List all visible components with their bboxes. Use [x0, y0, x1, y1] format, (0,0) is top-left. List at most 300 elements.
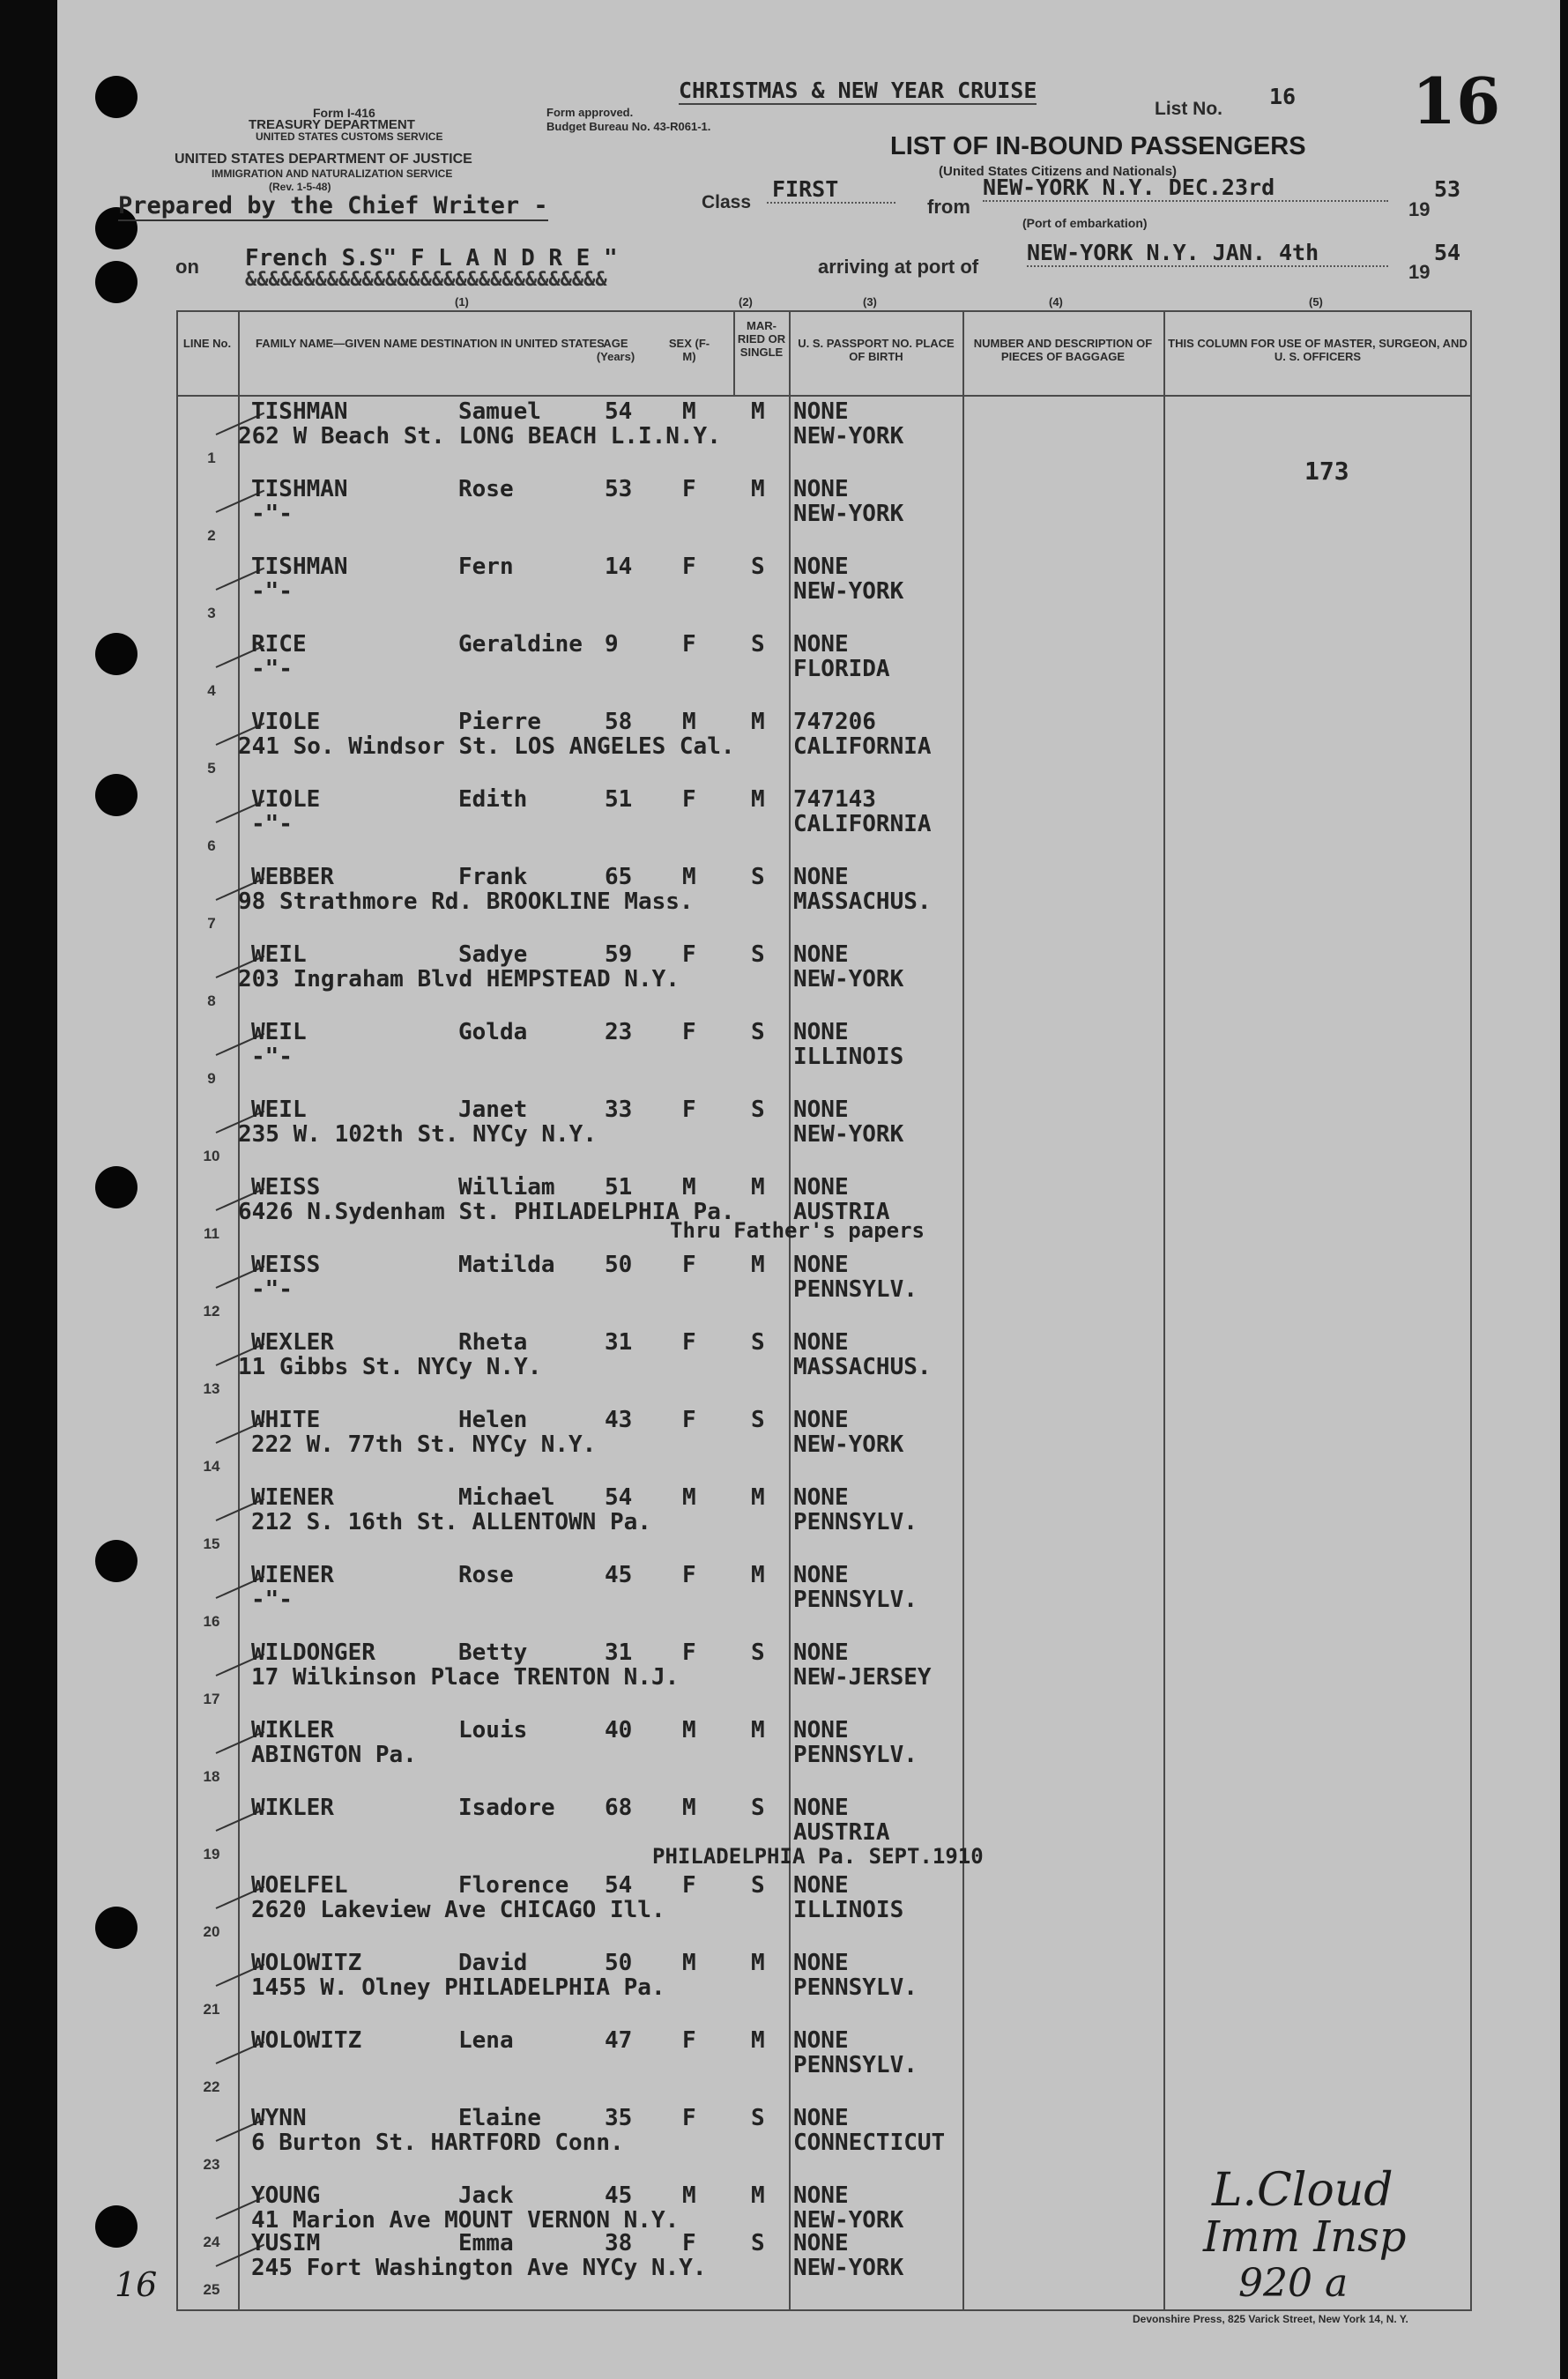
birthplace: PENNSYLV.	[793, 1276, 918, 1303]
punch-hole	[95, 261, 137, 303]
address: ABINGTON Pa.	[251, 1742, 417, 1768]
age: 50	[605, 1252, 633, 1278]
passport: NONE	[793, 2182, 849, 2209]
service: UNITED STATES CUSTOMS SERVICE	[256, 130, 443, 143]
age: 33	[605, 1097, 633, 1123]
age: 54	[605, 398, 633, 425]
address: 6 Burton St. HARTFORD Conn.	[251, 2130, 624, 2156]
surname: WIKLER	[251, 1795, 334, 1821]
birthplace: AUSTRIA	[793, 1199, 890, 1225]
marital: M	[751, 2182, 765, 2209]
table-row	[176, 1019, 1472, 1097]
table-row	[176, 1639, 1472, 1717]
surname: WIENER	[251, 1484, 334, 1511]
surname: WOELFEL	[251, 1872, 348, 1899]
class-label: Class	[702, 192, 752, 212]
age: 47	[605, 2027, 633, 2054]
passport: NONE	[793, 1407, 849, 1433]
list-subtitle: (United States Citizens and Nationals)	[939, 164, 1178, 179]
address: -"-	[251, 656, 293, 682]
sex: F	[682, 1252, 696, 1278]
marital: S	[751, 1407, 765, 1433]
address: 203 Ingraham Blvd HEMPSTEAD N.Y.	[238, 966, 680, 992]
address: 262 W Beach St. LONG BEACH L.I.N.Y.	[238, 423, 721, 450]
marital: M	[751, 1562, 765, 1588]
arriving-label: arriving at port of	[818, 256, 979, 278]
vessel-name: French S.S" F L A N D R E "	[245, 245, 618, 271]
marital: S	[751, 864, 765, 890]
marital: M	[751, 1252, 765, 1278]
birthplace: PENNSYLV.	[793, 2052, 918, 2078]
sex: F	[682, 1562, 696, 1588]
address: -"-	[251, 1276, 293, 1303]
passport: NONE	[793, 1019, 849, 1045]
passport: NONE	[793, 1639, 849, 1666]
passport: NONE	[793, 1097, 849, 1123]
header-family-name: FAMILY NAME—GIVEN NAME DESTINATION IN UNITED STATES	[256, 337, 605, 350]
printer-credit: Devonshire Press, 825 Varick Street, New York 14, N. Y.	[1133, 2313, 1408, 2325]
passport: 747143	[793, 786, 876, 813]
age: 51	[605, 786, 633, 813]
line-number: 23	[203, 2156, 220, 2173]
table-row	[176, 1795, 1472, 1872]
passport: NONE	[793, 1484, 849, 1511]
page-number-stamp: 16	[1412, 63, 1501, 138]
surname: WIKLER	[251, 1717, 334, 1743]
line-number: 20	[203, 1923, 220, 1940]
birthplace: CALIFORNIA	[793, 811, 932, 837]
marital: M	[751, 1174, 765, 1201]
col-num: (3)	[863, 295, 877, 309]
marital: M	[751, 2027, 765, 2054]
punch-hole	[95, 1540, 137, 1582]
table-row	[176, 709, 1472, 786]
marital: M	[751, 1950, 765, 1976]
sex: M	[682, 1484, 696, 1511]
age: 59	[605, 941, 633, 968]
surname: WEBBER	[251, 864, 334, 890]
age: 53	[605, 476, 633, 502]
birthplace: ILLINOIS	[793, 1897, 904, 1923]
list-label: List No.	[1155, 99, 1222, 119]
header-bottom-border	[176, 395, 1472, 397]
surname: WOLOWITZ	[251, 1950, 362, 1976]
age: 23	[605, 1019, 633, 1045]
address: 41 Marion Ave MOUNT VERNON N.Y.	[251, 2207, 680, 2234]
address: 98 Strathmore Rd. BROOKLINE Mass.	[238, 888, 694, 915]
passport: NONE	[793, 864, 849, 890]
address: 235 W. 102th St. NYCy N.Y.	[238, 1121, 597, 1148]
birthplace: NEW-YORK	[793, 966, 904, 992]
passport: NONE	[793, 1717, 849, 1743]
prepared-by: Prepared by the Chief Writer -	[118, 192, 548, 219]
address: 1455 W. Olney PHILADELPHIA Pa.	[251, 1974, 665, 2001]
sex: F	[682, 786, 696, 813]
surname: WEXLER	[251, 1329, 334, 1356]
given-name: Betty	[458, 1639, 528, 1666]
on-label: on	[175, 256, 199, 278]
surname: WIENER	[251, 1562, 334, 1588]
surname: TISHMAN	[251, 476, 348, 502]
line-number: 22	[203, 2078, 220, 2095]
table-row	[176, 554, 1472, 631]
surname: WEISS	[251, 1174, 321, 1201]
header-officers: THIS COLUMN FOR USE OF MASTER, SURGEON, AND U. S. OFFICERS	[1168, 337, 1468, 363]
punch-hole	[95, 76, 137, 118]
marital: S	[751, 1097, 765, 1123]
birthplace: NEW-YORK	[793, 2207, 904, 2234]
sex: F	[682, 941, 696, 968]
table-row	[176, 1717, 1472, 1795]
sex: M	[682, 1795, 696, 1821]
budget-bureau: Budget Bureau No. 43-R061-1.	[546, 120, 711, 133]
birthplace: CONNECTICUT	[793, 2130, 946, 2156]
line-number: 7	[207, 915, 216, 932]
age: 65	[605, 864, 633, 890]
marital: S	[751, 1639, 765, 1666]
passport: NONE	[793, 1950, 849, 1976]
address: 222 W. 77th St. NYCy N.Y.	[251, 1431, 597, 1458]
surname: WYNN	[251, 2105, 307, 2131]
sex: F	[682, 1639, 696, 1666]
inspection-time: 920 a	[1238, 2261, 1349, 2306]
annotation-173: 173	[1304, 457, 1349, 486]
given-name: Pierre	[458, 709, 541, 735]
sex: M	[682, 2182, 696, 2209]
line-number: 9	[207, 1070, 216, 1087]
line-number: 2	[207, 527, 216, 544]
address: 245 Fort Washington Ave NYCy N.Y.	[251, 2255, 707, 2281]
passport: NONE	[793, 2230, 849, 2256]
table-row	[176, 1407, 1472, 1484]
line-number: 11	[204, 1225, 219, 1242]
surname: WILDONGER	[251, 1639, 375, 1666]
table-row	[176, 786, 1472, 864]
passport: NONE	[793, 1329, 849, 1356]
passport: NONE	[793, 2027, 849, 2054]
cruise-title: CHRISTMAS & NEW YEAR CRUISE	[679, 78, 1037, 103]
vessel-strikeout: &&&&&&&&&&&&&&&&&&&&&&&&&&&&&&&	[245, 269, 607, 291]
address: 11 Gibbs St. NYCy N.Y.	[238, 1354, 542, 1380]
note: Thru Father's papers	[670, 1218, 925, 1243]
year-suffix-1: 53	[1434, 176, 1461, 202]
marital: M	[751, 786, 765, 813]
line-number: 1	[207, 450, 216, 466]
header-married: MAR-RIED OR SINGLE	[737, 319, 786, 359]
table-row	[176, 1097, 1472, 1174]
birthplace: AUSTRIA	[793, 1819, 890, 1846]
address: 241 So. Windsor St. LOS ANGELES Cal.	[238, 733, 735, 760]
department: TREASURY DEPARTMENT	[249, 117, 415, 132]
surname: WHITE	[251, 1407, 321, 1433]
address: 17 Wilkinson Place TRENTON N.J.	[251, 1664, 680, 1691]
birthplace: NEW-YORK	[793, 1121, 904, 1148]
marital: M	[751, 1717, 765, 1743]
birthplace: NEW-JERSEY	[793, 1664, 932, 1691]
port-embarkation-label: (Port of embarkation)	[1022, 216, 1148, 230]
table-row	[176, 864, 1472, 941]
line-number: 18	[203, 1768, 220, 1785]
arriving-value: NEW-YORK N.Y. JAN. 4th	[1027, 240, 1388, 267]
age: 31	[605, 1639, 633, 1666]
surname: WOLOWITZ	[251, 2027, 362, 2054]
sex: F	[682, 1872, 696, 1899]
birthplace: NEW-YORK	[793, 2255, 904, 2281]
punch-hole	[95, 1907, 137, 1949]
passport: NONE	[793, 2105, 849, 2131]
address: -"-	[251, 811, 293, 837]
marital: S	[751, 1019, 765, 1045]
line-number: 17	[203, 1691, 220, 1707]
sex: F	[682, 476, 696, 502]
birthplace: CALIFORNIA	[793, 733, 932, 760]
address: 212 S. 16th St. ALLENTOWN Pa.	[251, 1509, 651, 1535]
birthplace: NEW-YORK	[793, 578, 904, 605]
ins: IMMIGRATION AND NATURALIZATION SERVICE	[212, 167, 453, 180]
given-name: Fern	[458, 554, 514, 580]
punch-hole	[95, 633, 137, 675]
age: 45	[605, 1562, 633, 1588]
justice-dept: UNITED STATES DEPARTMENT OF JUSTICE	[175, 152, 472, 167]
surname: WEIL	[251, 941, 307, 968]
table-row	[176, 1252, 1472, 1329]
sex: M	[682, 1717, 696, 1743]
surname: VIOLE	[251, 709, 321, 735]
table-top-border	[176, 310, 1472, 312]
given-name: Florence	[458, 1872, 569, 1899]
table-row	[176, 398, 1472, 476]
header-age: AGE (Years)	[596, 337, 635, 363]
address: -"-	[251, 578, 293, 605]
age: 54	[605, 1872, 633, 1899]
passport: NONE	[793, 1795, 849, 1821]
table-row	[176, 2027, 1472, 2105]
year-prefix-2: 19	[1408, 261, 1431, 283]
year-prefix-1: 19	[1408, 198, 1431, 220]
given-name: Geraldine	[458, 631, 583, 658]
header-sex: SEX (F-M)	[668, 337, 710, 363]
given-name: Emma	[458, 2230, 514, 2256]
header-passport: U. S. PASSPORT NO. PLACE OF BIRTH	[798, 337, 955, 363]
marital: M	[751, 476, 765, 502]
given-name: Golda	[458, 1019, 528, 1045]
age: 58	[605, 709, 633, 735]
surname: WEIL	[251, 1019, 307, 1045]
given-name: David	[458, 1950, 528, 1976]
age: 50	[605, 1950, 633, 1976]
sex: F	[682, 631, 696, 658]
col-num: (1)	[455, 295, 469, 309]
surname: RICE	[251, 631, 307, 658]
revision: (Rev. 1-5-48)	[269, 181, 331, 193]
sex: M	[682, 864, 696, 890]
sex: F	[682, 1019, 696, 1045]
col-num: (5)	[1309, 295, 1323, 309]
age: 40	[605, 1717, 633, 1743]
given-name: Janet	[458, 1097, 528, 1123]
inspector-title: Imm Insp	[1203, 2212, 1407, 2262]
given-name: Sadye	[458, 941, 528, 968]
passport: NONE	[793, 1872, 849, 1899]
age: 68	[605, 1795, 633, 1821]
punch-hole	[95, 774, 137, 816]
table-bottom-border	[176, 2309, 1472, 2311]
line-number: 6	[207, 837, 216, 854]
line-number: 12	[203, 1303, 220, 1320]
birthplace: NEW-YORK	[793, 501, 904, 527]
given-name: Isadore	[458, 1795, 555, 1821]
birthplace: PENNSYLV.	[793, 1742, 918, 1768]
given-name: Jack	[458, 2182, 514, 2209]
list-title: LIST OF IN-BOUND PASSENGERS	[890, 132, 1306, 160]
surname: WEISS	[251, 1252, 321, 1278]
surname: YOUNG	[251, 2182, 321, 2209]
given-name: Frank	[458, 864, 528, 890]
col-num: (4)	[1049, 295, 1063, 309]
age: 14	[605, 554, 633, 580]
table-row	[176, 1174, 1472, 1252]
sex: F	[682, 2027, 696, 2054]
marital: M	[751, 1484, 765, 1511]
table-row	[176, 1484, 1472, 1562]
birthplace: NEW-YORK	[793, 423, 904, 450]
birthplace: FLORIDA	[793, 656, 890, 682]
from-value: NEW-YORK N.Y. DEC.23rd	[983, 175, 1388, 202]
sex: M	[682, 709, 696, 735]
line-number: 5	[207, 760, 216, 777]
header-baggage: NUMBER AND DESCRIPTION OF PIECES OF BAGGAGE	[973, 337, 1153, 363]
address: -"-	[251, 1587, 293, 1613]
sex: M	[682, 1950, 696, 1976]
age: 45	[605, 2182, 633, 2209]
sex: M	[682, 398, 696, 425]
sex: F	[682, 1407, 696, 1433]
age: 9	[605, 631, 619, 658]
form-approved: Form approved.	[546, 106, 634, 119]
table-row	[176, 631, 1472, 709]
birthplace: PENNSYLV.	[793, 1509, 918, 1535]
surname: TISHMAN	[251, 554, 348, 580]
line-number: 13	[203, 1380, 220, 1397]
line-number: 14	[203, 1458, 220, 1475]
surname: TISHMAN	[251, 398, 348, 425]
birthplace: MASSACHUS.	[793, 888, 932, 915]
passport: NONE	[793, 554, 849, 580]
age: 51	[605, 1174, 633, 1201]
address: -"-	[251, 1044, 293, 1070]
col-num: (2)	[739, 295, 753, 309]
note: PHILADELPHIA Pa. SEPT.1910	[652, 1844, 984, 1869]
list-number: 16	[1269, 84, 1297, 109]
marital: S	[751, 1329, 765, 1356]
table-row	[176, 1329, 1472, 1407]
given-name: Helen	[458, 1407, 528, 1433]
birthplace: ILLINOIS	[793, 1044, 904, 1070]
given-name: Rheta	[458, 1329, 528, 1356]
line-number: 19	[203, 1846, 220, 1862]
given-name: Edith	[458, 786, 528, 813]
birthplace: PENNSYLV.	[793, 1974, 918, 2001]
marital: M	[751, 398, 765, 425]
given-name: Louis	[458, 1717, 528, 1743]
table-row	[176, 1872, 1472, 1950]
form-number: Form I-416	[313, 106, 375, 120]
given-name: William	[458, 1174, 555, 1201]
sex: F	[682, 1329, 696, 1356]
line-number: 25	[203, 2281, 220, 2298]
marital: M	[751, 709, 765, 735]
birthplace: MASSACHUS.	[793, 1354, 932, 1380]
passport: 747206	[793, 709, 876, 735]
marital: S	[751, 631, 765, 658]
birthplace: PENNSYLV.	[793, 1587, 918, 1613]
address: -"-	[251, 501, 293, 527]
header-line-no: LINE No.	[182, 337, 232, 350]
line-number: 3	[207, 605, 216, 621]
given-name: Lena	[458, 2027, 514, 2054]
marital: S	[751, 941, 765, 968]
given-name: Rose	[458, 476, 514, 502]
age: 38	[605, 2230, 633, 2256]
surname: WEIL	[251, 1097, 307, 1123]
line-number: 8	[207, 992, 216, 1009]
marital: S	[751, 1795, 765, 1821]
given-name: Rose	[458, 1562, 514, 1588]
punch-hole	[95, 1166, 137, 1208]
table-row	[176, 476, 1472, 554]
surname: VIOLE	[251, 786, 321, 813]
passport: NONE	[793, 631, 849, 658]
passport: NONE	[793, 476, 849, 502]
punch-hole	[95, 2205, 137, 2248]
passport: NONE	[793, 941, 849, 968]
sex: F	[682, 2105, 696, 2131]
age: 54	[605, 1484, 633, 1511]
line-number: 15	[203, 1535, 220, 1552]
sex: F	[682, 2230, 696, 2256]
marital: S	[751, 554, 765, 580]
from-label: from	[927, 196, 970, 218]
age: 43	[605, 1407, 633, 1433]
table-row	[176, 941, 1472, 1019]
line-number: 21	[203, 2001, 220, 2018]
marital: S	[751, 1872, 765, 1899]
year-suffix-2: 54	[1434, 240, 1461, 265]
sex: F	[682, 554, 696, 580]
given-name: Matilda	[458, 1252, 555, 1278]
given-name: Michael	[458, 1484, 555, 1511]
age: 35	[605, 2105, 633, 2131]
table-row	[176, 1562, 1472, 1639]
line-number: 10	[203, 1148, 220, 1164]
marital: S	[751, 2230, 765, 2256]
birthplace: NEW-YORK	[793, 1431, 904, 1458]
passport: NONE	[793, 1562, 849, 1588]
handwritten-page-number: 16	[115, 2265, 158, 2304]
address: 2620 Lakeview Ave CHICAGO Ill.	[251, 1897, 665, 1923]
passport: NONE	[793, 1252, 849, 1278]
table-row	[176, 1950, 1472, 2027]
inspector-signature: L.Cloud	[1212, 2164, 1393, 2217]
given-name: Elaine	[458, 2105, 541, 2131]
address: 6426 N.Sydenham St. PHILADELPHIA Pa.	[238, 1199, 735, 1225]
passport: NONE	[793, 398, 849, 425]
line-number: 24	[203, 2234, 220, 2250]
line-number: 4	[207, 682, 216, 699]
sex: M	[682, 1174, 696, 1201]
class-value: FIRST	[767, 176, 895, 204]
given-name: Samuel	[458, 398, 541, 425]
